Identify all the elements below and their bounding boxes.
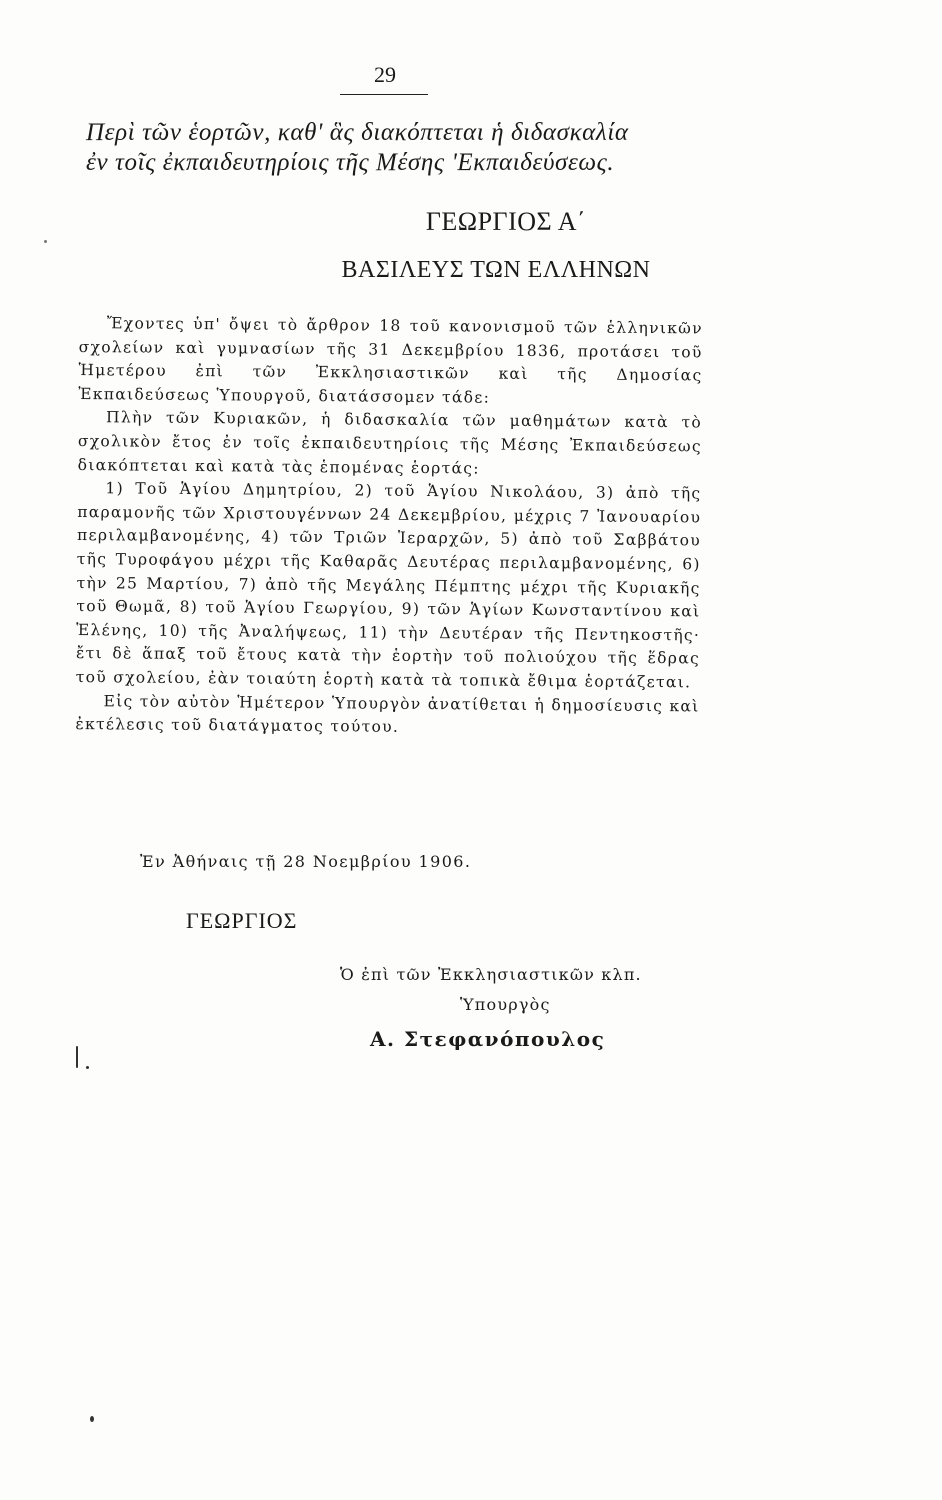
- decree-paragraph: Εἰς τὸν αὐτὸν Ἡμέτερον Ὑπουργὸν ἀνατίθεται ἡ δημοσίευσις καὶ ἐκτέλεσις τοῦ διατάγματος τούτου.: [75, 691, 700, 736]
- decree-paragraph: Πλὴν τῶν Κυριακῶν, ἡ διδασκαλία τῶν μαθημάτων κατὰ τὸ σχολικὸν ἔτος ἐν τοῖς ἐκπαιδευτηρίοις τῆς Μέσης Ἐκπαιδεύσεως διακόπτεται καὶ κατὰ τὰς ἑπομένας ἑορτάς:: [77, 408, 703, 478]
- page-number-rule: [340, 94, 428, 95]
- minister-role: Ὁ ἐπὶ τῶν Ἐκκλησιαστικῶν κλπ.: [340, 965, 642, 984]
- king-signature: ΓΕΩΡΓΙΟΣ: [186, 908, 298, 933]
- decree-subject-title: [86, 118, 726, 178]
- decree-subject-line-2: ἐν τοῖς ἐκπαιδευτηρίοις τῆς Μέσης 'Εκπαιδεύσεως.: [86, 149, 615, 176]
- minister-title: Ὑπουργὸς: [460, 995, 551, 1014]
- ink-mark: [76, 1046, 78, 1068]
- decree-paragraph: Ἔχοντες ὑπ' ὄψει τὸ ἄρθρον 18 τοῦ κανονισμοῦ τῶν ἑλληνικῶν σχολείων καὶ γυμνασίων τῆς 31 Δεκεμβρίου 1836, προτάσει τοῦ Ἡμετέρου ἐπὶ τῶν Ἐκκλησιαστικῶν καὶ τῆς Δημοσίας Ἐκπαιδεύσεως Ὑπουργοῦ, διατάσσομεν τάδε:: [78, 314, 703, 407]
- minister-signature: Α. Στεφανόπουλος: [370, 1027, 606, 1051]
- ink-speck: [90, 1416, 94, 1422]
- ink-speck: [86, 1066, 89, 1069]
- king-heading: ΓΕΩΡΓΙΟΣ Α΄: [425, 207, 587, 236]
- decree-body: [75, 312, 703, 742]
- king-title-heading: ΒΑΣΙΛΕΥΣ ΤΩΝ ΕΛΛΗΝΩΝ: [341, 257, 651, 283]
- ink-speck: [44, 240, 47, 243]
- decree-paragraph: 1) Τοῦ Ἁγίου Δημητρίου, 2) τοῦ Ἁγίου Νικολάου, 3) ἀπὸ τῆς παραμονῆς τῶν Χριστουγέννων 24 Δεκεμβρίου, μέχρις 7 Ἰανουαρίου περιλαμβανομένης, 4) τῶν Τριῶν Ἱεραρχῶν, 5) ἀπὸ τοῦ Σαββάτου τῆς Τυροφάγου μέχρι τῆς Καθαρᾶς Δευτέρας περιλαμβανομένης, 6) τὴν 25 Μαρτίου, 7) ἀπὸ τῆς Μεγάλης Πέμπτης μέχρι τῆς Κυριακῆς τοῦ Θωμᾶ, 8) τοῦ Ἁγίου Γεωργίου, 9) τῶν Ἁγίων Κωνσταντίνου καὶ Ἑλένης, 10) τῆς Ἀναλήψεως, 11) τὴν Δευτέραν τῆς Πεντηκοστῆς· ἔτι δὲ ἅπαξ τοῦ ἔτους κατὰ τὴν ἑορτὴν τοῦ πολιούχου τῆς ἕδρας τοῦ σχολείου, ἐὰν τοιαύτη ἑορτὴ κατὰ τὰ τοπικὰ ἔθιμα ἑορτάζεται.: [75, 479, 702, 692]
- page-number: 29: [374, 62, 396, 87]
- date-line: Ἐν Ἀθήναις τῇ 28 Νοεμβρίου 1906.: [140, 852, 472, 871]
- decree-subject-line-1: Περὶ τῶν ἑορτῶν, καθ' ἃς διακόπτεται ἡ διδασκαλία: [86, 119, 629, 146]
